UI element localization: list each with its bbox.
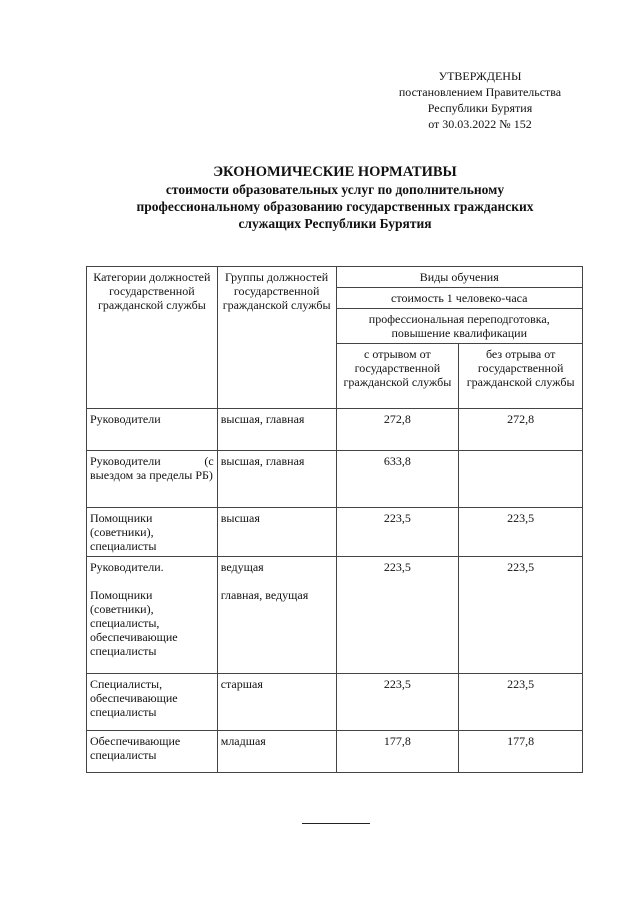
closing-line	[302, 823, 370, 824]
row-without-leave: 223,5	[459, 508, 583, 557]
row-without-leave: 223,5	[459, 674, 583, 731]
row-category-a: Руководители.	[90, 560, 164, 574]
row-with-leave: 223,5	[336, 508, 459, 557]
header-row-1	[87, 267, 583, 288]
header-types: Виды обучения	[336, 267, 583, 288]
row-category	[87, 557, 218, 674]
table-row	[87, 409, 583, 451]
title-main: ЭКОНОМИЧЕСКИЕ НОРМАТИВЫ	[213, 164, 457, 180]
approval-block	[380, 68, 580, 132]
row-without-leave: 223,5	[459, 557, 583, 674]
row-spacer	[90, 574, 214, 588]
row-with-leave: 272,8	[336, 409, 459, 451]
row-group: высшая	[217, 508, 336, 557]
row-category-b: Помощники (советники), специалисты, обеспечивающие специалисты	[90, 588, 178, 658]
row-without-leave: 272,8	[459, 409, 583, 451]
row-spacer	[221, 574, 333, 588]
row-without-leave: 177,8	[459, 731, 583, 773]
header-program: профессиональная переподготовка, повышение квалификации	[336, 309, 583, 344]
row-with-leave: 177,8	[336, 731, 459, 773]
row-group: высшая, главная	[217, 409, 336, 451]
row-category: Руководители (с выездом за пределы РБ)	[87, 451, 218, 508]
row-category: Обеспечивающие специалисты	[87, 731, 218, 773]
row-group: старшая	[217, 674, 336, 731]
approval-line-1: УТВЕРЖДЕНЫ	[438, 69, 522, 83]
header-with-leave: с отрывом от государственной гражданской службы	[336, 344, 459, 409]
title-line-2: профессиональному образованию государственных гражданских	[136, 199, 534, 214]
row-category: Специалисты, обеспечивающие специалисты	[87, 674, 218, 731]
approval-line-2: постановлением Правительства	[398, 85, 562, 99]
title-line-1: стоимости образовательных услуг по дополнительному	[165, 182, 505, 197]
table-row	[87, 508, 583, 557]
table-row	[87, 674, 583, 731]
row-group: высшая, главная	[217, 451, 336, 508]
approval-line-4: от 30.03.2022 № 152	[428, 117, 532, 131]
header-without-leave: без отрыва от государственной гражданской службы	[459, 344, 583, 409]
row-with-leave: 633,8	[336, 451, 459, 508]
header-group: Группы должностей государственной гражданской службы	[217, 267, 336, 409]
row-group-b: главная, ведущая	[220, 588, 309, 602]
row-with-leave: 223,5	[336, 674, 459, 731]
title-line-3: служащих Республики Бурятия	[238, 216, 432, 231]
row-group-a: ведущая	[220, 560, 264, 574]
row-group: младшая	[217, 731, 336, 773]
row-category: Руководители	[87, 409, 218, 451]
row-without-leave	[459, 451, 583, 508]
header-category: Категории должностей государственной гражданской службы	[87, 267, 218, 409]
header-cost: стоимость 1 человеко-часа	[336, 288, 583, 309]
row-category: Помощники (советники), специалисты	[87, 508, 218, 557]
row-group	[217, 557, 336, 674]
row-with-leave: 223,5	[336, 557, 459, 674]
norms-table	[86, 266, 583, 773]
table-row	[87, 731, 583, 773]
table-row	[87, 451, 583, 508]
approval-line-3: Республики Бурятия	[427, 101, 533, 115]
document-title	[80, 164, 590, 232]
table-row	[87, 557, 583, 674]
